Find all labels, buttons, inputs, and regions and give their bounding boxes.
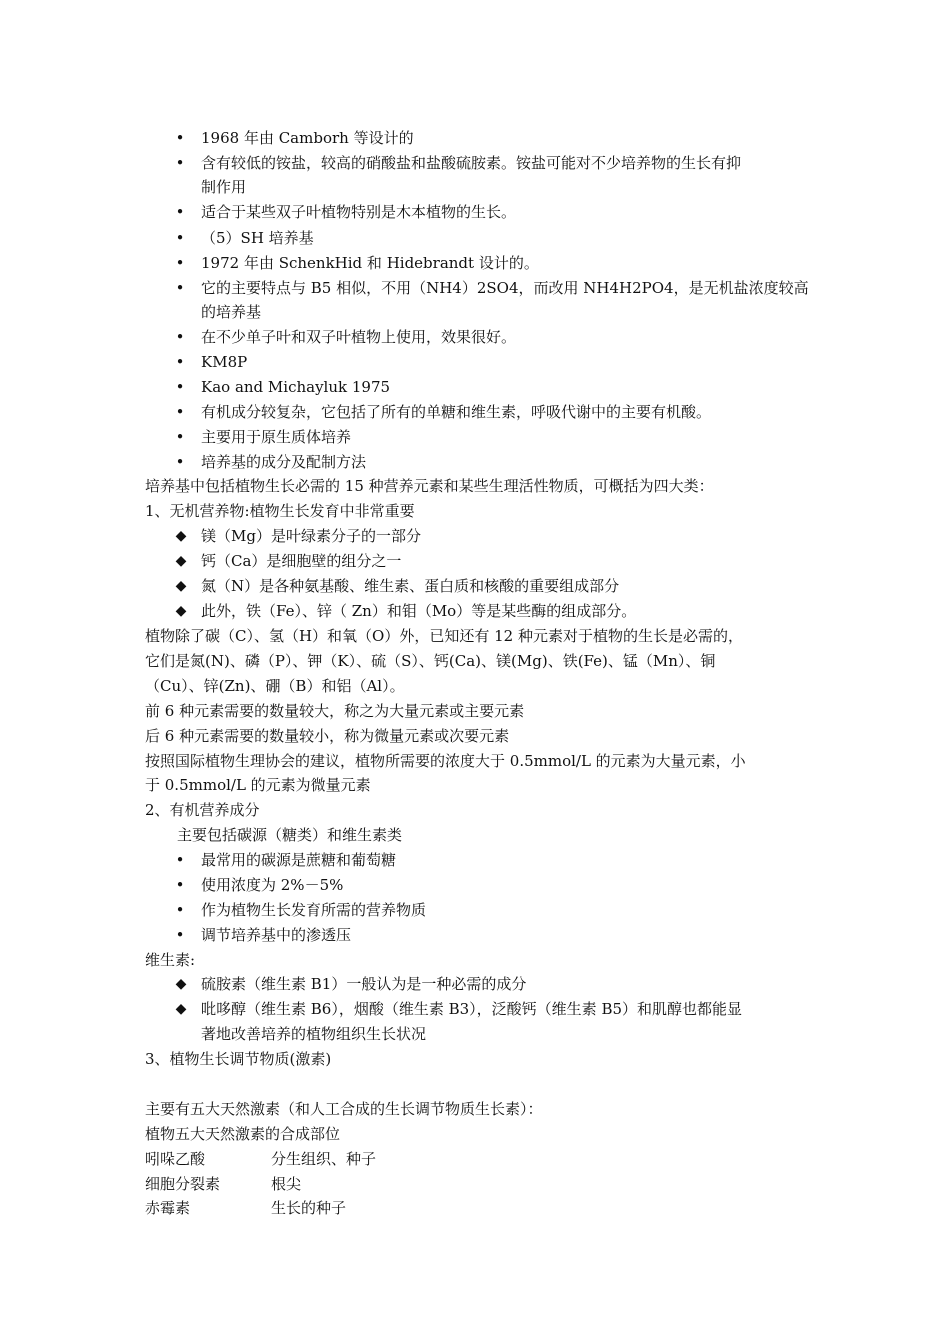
list-item: 调节培养基中的渗透压 — [201, 926, 352, 944]
micro-elements-paragraph: 后 6 种元素需要的数量较小，称为微量元素或次要元素 — [145, 727, 510, 745]
standard-paragraph-line: 于 0.5mmol/L 的元素为微量元素 — [145, 776, 371, 794]
hormone-name: 吲哚乙酸 — [145, 1150, 206, 1168]
list-item-continuation: 制作用 — [201, 178, 247, 196]
list-item: （5）SH 培养基 — [201, 229, 314, 247]
list-item: KM8P — [201, 353, 248, 371]
diamond-bullet-icon: ◆ — [175, 578, 187, 594]
diamond-bullet-icon: ◆ — [175, 553, 187, 569]
list-item: 吡哆醇（维生素 B6），烟酸（维生素 B3），泛酸钙（维生素 B5）和肌醇也都能显 — [201, 1000, 743, 1018]
bullet-icon: • — [175, 926, 185, 944]
bullet-icon: • — [175, 378, 185, 396]
bullet-icon: • — [175, 851, 185, 869]
hormone-table-title: 植物五大天然激素的合成部位 — [145, 1125, 341, 1143]
bullet-icon: • — [175, 453, 185, 471]
bullet-icon: • — [175, 428, 185, 446]
list-item-continuation: 的培养基 — [201, 303, 262, 321]
bullet-icon: • — [175, 353, 185, 371]
list-item: 在不少单子叶和双子叶植物上使用，效果很好。 — [201, 328, 517, 346]
bullet-icon: • — [175, 229, 185, 247]
list-item: 有机成分较复杂，它包括了所有的单糖和维生素，呼吸代谢中的主要有机酸。 — [201, 403, 712, 421]
bullet-icon: • — [175, 203, 185, 221]
list-item: 适合于某些双子叶植物特别是木本植物的生长。 — [201, 203, 517, 221]
bullet-icon: • — [175, 154, 185, 172]
bullet-icon: • — [175, 328, 185, 346]
vitamin-label: 维生素: — [145, 951, 196, 969]
bullet-icon: • — [175, 876, 185, 894]
section-heading-3: 3、植物生长调节物质(激素) — [145, 1050, 332, 1068]
list-item: 使用浓度为 2%－5% — [201, 876, 344, 894]
hormone-name: 细胞分裂素 — [145, 1175, 221, 1193]
list-item: Kao and Michayluk 1975 — [201, 378, 391, 396]
list-item-continuation: 著地改善培养的植物组织生长状况 — [201, 1025, 427, 1043]
section-2-summary: 主要包括碳源（糖类）和维生素类 — [177, 826, 403, 844]
list-item: 主要用于原生质体培养 — [201, 428, 352, 446]
elements-paragraph-line: 它们是氮(N)、磷（P）、钾（K）、硫（S）、钙(Ca)、镁(Mg)、铁(Fe)、锰（Mn）、铜 — [145, 652, 716, 670]
section-heading-2: 2、有机营养成分 — [145, 801, 260, 819]
section-heading-1: 1、无机营养物:植物生长发育中非常重要 — [145, 502, 415, 520]
bullet-icon: • — [175, 279, 185, 297]
intro-paragraph: 培养基中包括植物生长必需的 15 种营养元素和某些生理活性物质，可概括为四大类： — [145, 477, 714, 495]
list-item: 培养基的成分及配制方法 — [201, 453, 367, 471]
standard-paragraph-line: 按照国际植物生理协会的建议，植物所需要的浓度大于 0.5mmol/L 的元素为大量元素，小 — [145, 752, 746, 770]
bullet-icon: • — [175, 129, 185, 147]
hormone-site: 分生组织、种子 — [271, 1150, 377, 1168]
list-item: 钙（Ca）是细胞壁的组分之一 — [201, 552, 402, 570]
list-item: 作为植物生长发育所需的营养物质 — [201, 901, 427, 919]
list-item: 含有较低的铵盐，较高的硝酸盐和盐酸硫胺素。铵盐可能对不少培养物的生长有抑 — [201, 154, 742, 172]
hormone-name: 赤霉素 — [145, 1199, 191, 1217]
list-item: 镁（Mg）是叶绿素分子的一部分 — [201, 527, 421, 545]
bullet-icon: • — [175, 254, 185, 272]
list-item: 最常用的碳源是蔗糖和葡萄糖 — [201, 851, 397, 869]
macro-elements-paragraph: 前 6 种元素需要的数量较大，称之为大量元素或主要元素 — [145, 702, 525, 720]
hormone-site: 根尖 — [271, 1175, 302, 1193]
hormone-site: 生长的种子 — [271, 1199, 347, 1217]
list-item: 1972 年由 SchenkHid 和 Hidebrandt 设计的。 — [201, 254, 539, 272]
diamond-bullet-icon: ◆ — [175, 603, 187, 619]
list-item: 它的主要特点与 B5 相似，不用（NH4）2SO4，而改用 NH4H2PO4，是无机盐浓度较高 — [201, 279, 809, 297]
list-item: 硫胺素（维生素 B1）一般认为是一种必需的成分 — [201, 975, 527, 993]
list-item: 1968 年由 Camborh 等设计的 — [201, 129, 414, 147]
diamond-bullet-icon: ◆ — [175, 528, 187, 544]
elements-paragraph-line: 植物除了碳（C）、氢（H）和氧（O）外，已知还有 12 种元素对于植物的生长是必需的， — [145, 627, 743, 645]
bullet-icon: • — [175, 403, 185, 421]
bullet-icon: • — [175, 901, 185, 919]
hormones-paragraph: 主要有五大天然激素（和人工合成的生长调节物质生长素）： — [145, 1100, 543, 1118]
diamond-bullet-icon: ◆ — [175, 1001, 187, 1017]
list-item: 氮（N）是各种氨基酸、维生素、蛋白质和核酸的重要组成部分 — [201, 577, 620, 595]
diamond-bullet-icon: ◆ — [175, 976, 187, 992]
list-item: 此外，铁（Fe）、锌（ Zn）和钼（Mo）等是某些酶的组成部分。 — [201, 602, 637, 620]
elements-paragraph-line: （Cu）、锌(Zn)、硼（B）和铝（Al）。 — [145, 677, 405, 695]
